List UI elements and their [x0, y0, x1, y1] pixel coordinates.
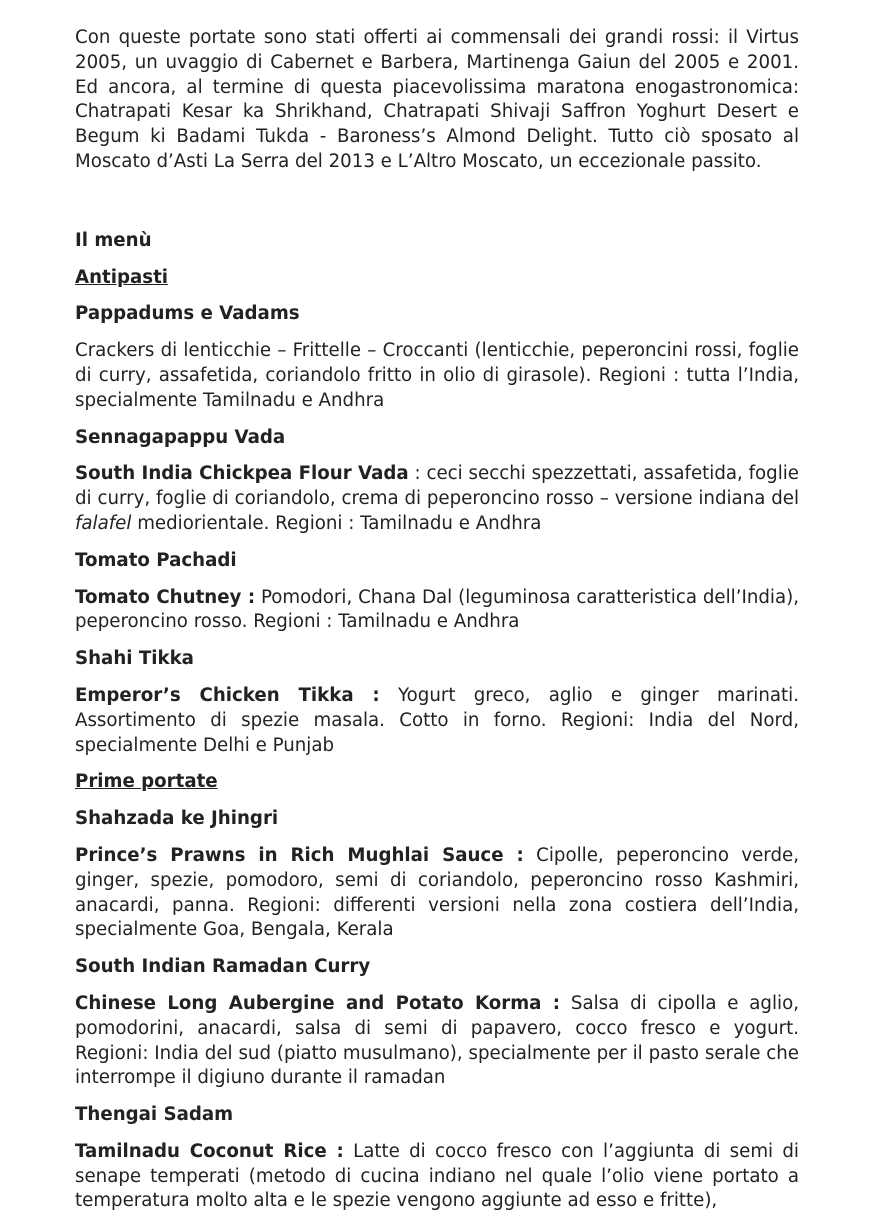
dish-subtitle: Prince’s Prawns in Rich Mughlai Sauce : [75, 844, 524, 866]
dish-description [75, 1140, 799, 1214]
dish-description [75, 992, 799, 1091]
dish-description-italic: falafel [75, 512, 132, 534]
dish-subtitle: South India Chickpea Flour Vada [75, 463, 409, 485]
dish-description-text: : ceci secchi spezzettati, assafetida, foglie di curry, foglie di coriandolo, crema di peperoncino rosso – versione indiana del [75, 463, 799, 510]
dish-title: Tomato Pachadi [75, 549, 237, 571]
dish-description [75, 684, 799, 758]
document-page [75, 26, 799, 1214]
section-heading-antipasti: Antipasti [75, 266, 168, 288]
dish-description-text: Latte di cocco fresco con l’aggiunta di semi di senape temperati (metodo di cucina indiano nel quale l’olio viene portato a temperatura molto alta e le spezie vengono aggiunte ad esso e fritte), [75, 1140, 799, 1212]
section-heading-prime-portate: Prime portate [75, 771, 218, 793]
dish-description [75, 462, 799, 536]
dish-title: Thengai Sadam [75, 1104, 234, 1126]
dish-description [75, 586, 799, 636]
dish-title: Shahzada ke Jhingri [75, 808, 279, 830]
dish-title: Sennagapappu Vada [75, 426, 286, 448]
intro-paragraph: Con queste portate sono stati offerti ai commensali dei grandi rossi: il Virtus 2005, un uvaggio di Cabernet e Barbera, Martinenga Gaiun del 2005 e 2001. Ed ancora, al termine di questa piacevolissima maratona enogastronomica: Chatrapati Kesar ka Shrikhand, Chatrapati Shivaji Saffron Yoghurt Desert e Begum ki Badami Tukda - Baroness’s Almond Delight. Tutto ciò sposato al Moscato d’Asti La Serra del 2013 e L’Altro Moscato, un eccezionale passito. [75, 27, 799, 172]
dish-description-text: Yogurt greco, aglio e ginger marinati. Assortimento di spezie masala. Cotto in forno. Regioni: India del Nord, specialmente Delhi e Punjab [75, 684, 799, 756]
dish-description [75, 844, 799, 943]
dish-description-text: Crackers di lenticchie – Frittelle – Croccanti (lenticchie, peperoncini rossi, foglie di curry, assafetida, coriandolo fritto in olio di girasole). Regioni : tutta l’India, specialmente Tamilnadu e Andhra [75, 340, 799, 411]
dish-title: Shahi Tikka [75, 648, 194, 670]
dish-subtitle: Chinese Long Aubergine and Potato Korma : [75, 992, 561, 1014]
dish-title: Pappadums e Vadams [75, 303, 300, 325]
dish-description-text: Cipolle, peperoncino verde, ginger, spezie, pomodoro, semi di coriandolo, peperoncino rosso Kashmiri, anacardi, panna. Regioni: differenti versioni nella zona costiera dell’India, specialmente Goa, Bengala, Kerala [75, 844, 799, 941]
dish-subtitle: Emperor’s Chicken Tikka : [75, 684, 380, 706]
dish-title: South Indian Ramadan Curry [75, 956, 371, 978]
dish-description-text: mediorientale. Regioni : Tamilnadu e Andhra [131, 512, 542, 534]
menu-heading: Il menù [75, 229, 152, 251]
dish-subtitle: Tomato Chutney : [75, 586, 256, 608]
dish-subtitle: Tamilnadu Coconut Rice : [75, 1140, 344, 1162]
dish-description [75, 339, 799, 413]
dish-description-text: Pomodori, Chana Dal (leguminosa caratteristica dell’India), peperoncino rosso. Regioni : Tamilnadu e Andhra [75, 586, 799, 633]
dish-description-text: Salsa di cipolla e aglio, pomodorini, anacardi, salsa di semi di papavero, cocco fresco e yogurt. Regioni: India del sud (piatto musulmano), specialmente per il pasto serale che interrompe il digiuno durante il ramadan [75, 992, 799, 1089]
